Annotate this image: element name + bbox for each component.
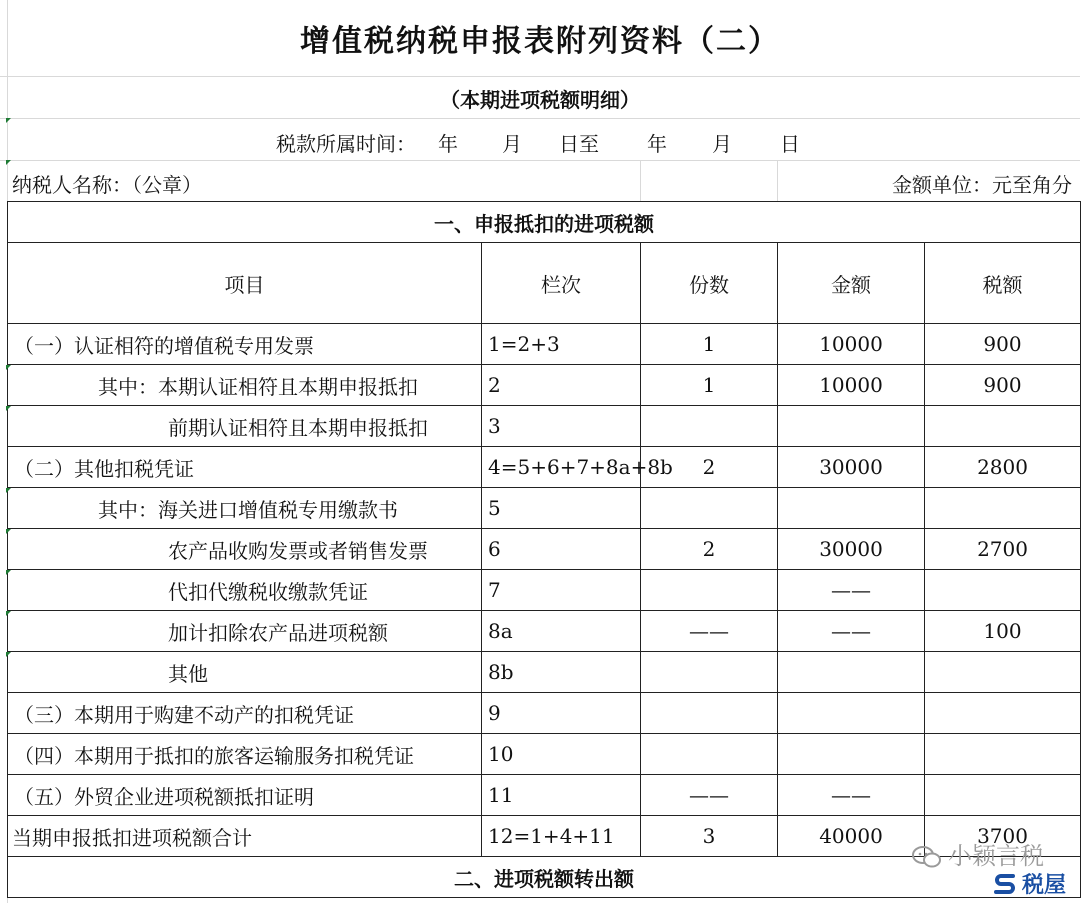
row-line[interactable]: 12=1+4+11 (482, 816, 641, 857)
gridline (640, 160, 641, 201)
row-count[interactable]: 1 (641, 365, 778, 406)
table-row (8, 406, 1081, 447)
table-row (8, 529, 1081, 570)
tax-period-row (0, 118, 1080, 160)
row-line[interactable]: 3 (482, 406, 641, 447)
cell-corner-mark (6, 488, 11, 493)
period-year-end: 年 (647, 132, 667, 156)
cell-corner-mark (6, 118, 11, 123)
row-count[interactable] (641, 406, 778, 447)
row-line[interactable]: 4=5+6+7+8a+8b (482, 447, 641, 488)
cell-corner-mark (6, 365, 11, 370)
row-amount[interactable]: 10000 (778, 365, 925, 406)
row-amount[interactable]: 40000 (778, 816, 925, 857)
row-item[interactable]: 当期申报抵扣进项税额合计 (8, 816, 482, 857)
table-row (8, 447, 1081, 488)
header-line[interactable]: 栏次 (482, 243, 641, 324)
table-row (8, 324, 1081, 365)
row-item[interactable]: （二）其他扣税凭证 (8, 447, 482, 488)
page-subtitle: （本期进项税额明细） (440, 87, 640, 112)
cell-corner-mark (6, 529, 11, 534)
logo-text: 税屋 (1021, 873, 1066, 898)
gridline (0, 76, 1080, 77)
row-item[interactable]: （三）本期用于购建不动产的扣税凭证 (8, 693, 482, 734)
watermark (912, 836, 1044, 871)
cell-corner-mark (6, 570, 11, 575)
row-line[interactable]: 2 (482, 365, 641, 406)
row-tax[interactable] (925, 775, 1081, 816)
row-count[interactable]: 3 (641, 816, 778, 857)
cell-corner-mark (6, 611, 11, 616)
amount-unit-label: 金额单位：元至角分 (892, 173, 1072, 197)
table-header-row (8, 243, 1081, 324)
row-count[interactable]: —— (641, 775, 778, 816)
period-month-start: 月 (502, 132, 522, 156)
wechat-icon (912, 846, 942, 868)
cell-corner-mark (6, 652, 11, 657)
gridline (777, 160, 778, 201)
row-item[interactable]: （一）认证相符的增值税专用发票 (8, 324, 482, 365)
period-month-end: 月 (712, 132, 732, 156)
gridline (0, 160, 1080, 161)
table-row (8, 570, 1081, 611)
cell-corner-mark (6, 406, 11, 411)
period-day-to: 日至 (559, 132, 599, 156)
header-tax[interactable]: 税额 (925, 243, 1081, 324)
row-tax[interactable]: 3700 (925, 816, 1081, 857)
row-line[interactable]: 9 (482, 693, 641, 734)
row-amount[interactable]: 30000 (778, 447, 925, 488)
row-item[interactable]: 前期认证相符且本期申报抵扣 (8, 406, 482, 447)
row-item[interactable]: 农产品收购发票或者销售发票 (8, 529, 482, 570)
row-count[interactable] (641, 570, 778, 611)
input-tax-table (7, 201, 1081, 898)
row-item[interactable]: （四）本期用于抵扣的旅客运输服务扣税凭证 (8, 734, 482, 775)
row-amount[interactable]: 30000 (778, 529, 925, 570)
table-row (8, 365, 1081, 406)
row-count[interactable]: 1 (641, 324, 778, 365)
row-count[interactable] (641, 488, 778, 529)
row-amount[interactable]: 10000 (778, 324, 925, 365)
row-item[interactable]: 其他 (8, 652, 482, 693)
row-item[interactable]: 其中：本期认证相符且本期申报抵扣 (8, 365, 482, 406)
period-year-start: 年 (438, 132, 458, 156)
row-tax[interactable]: 900 (925, 365, 1081, 406)
row-count[interactable]: 2 (641, 447, 778, 488)
row-line[interactable]: 11 (482, 775, 641, 816)
row-tax[interactable] (925, 406, 1081, 447)
row-count[interactable] (641, 693, 778, 734)
row-amount[interactable]: —— (778, 570, 925, 611)
row-line[interactable]: 7 (482, 570, 641, 611)
row-count[interactable] (641, 652, 778, 693)
table-row (8, 775, 1081, 816)
cell-corner-mark (6, 160, 11, 165)
logo-icon (992, 871, 1018, 897)
site-logo (992, 868, 1066, 899)
row-line[interactable]: 5 (482, 488, 641, 529)
row-item[interactable]: 代扣代缴税收缴款凭证 (8, 570, 482, 611)
header-amount[interactable]: 金额 (778, 243, 925, 324)
row-item[interactable]: 加计扣除农产品进项税额 (8, 611, 482, 652)
row-tax[interactable] (925, 693, 1081, 734)
row-item[interactable]: 其中：海关进口增值税专用缴款书 (8, 488, 482, 529)
table-row (8, 693, 1081, 734)
row-amount[interactable] (778, 693, 925, 734)
row-amount[interactable]: —— (778, 775, 925, 816)
row-tax[interactable] (925, 570, 1081, 611)
row-line[interactable]: 1=2+3 (482, 324, 641, 365)
section-title[interactable]: 一、申报抵扣的进项税额 (8, 202, 1081, 243)
section-title[interactable]: 二、进项税额转出额 (8, 857, 1081, 898)
table-row (8, 488, 1081, 529)
row-tax[interactable] (925, 652, 1081, 693)
row-amount[interactable] (778, 488, 925, 529)
row-amount[interactable] (778, 734, 925, 775)
row-tax[interactable] (925, 734, 1081, 775)
row-count[interactable] (641, 734, 778, 775)
row-line[interactable]: 8b (482, 652, 641, 693)
table-row (8, 652, 1081, 693)
period-day-end: 日 (780, 132, 800, 156)
table-row (8, 734, 1081, 775)
period-label: 税款所属时间： (276, 132, 416, 156)
table-row (8, 611, 1081, 652)
row-tax[interactable]: 900 (925, 324, 1081, 365)
row-line[interactable]: 10 (482, 734, 641, 775)
row-amount[interactable] (778, 652, 925, 693)
row-count[interactable]: —— (641, 611, 778, 652)
row-tax[interactable]: 2800 (925, 447, 1081, 488)
row-tax[interactable]: 100 (925, 611, 1081, 652)
row-tax[interactable]: 2700 (925, 529, 1081, 570)
row-line[interactable]: 6 (482, 529, 641, 570)
row-count[interactable]: 2 (641, 529, 778, 570)
row-amount[interactable] (778, 406, 925, 447)
watermark-text: 小颖言税 (948, 842, 1044, 870)
taxpayer-name-label: 纳税人名称：（公章） (12, 173, 202, 197)
page-title: 增值税纳税申报表附列资料（二） (300, 24, 780, 59)
row-tax[interactable] (925, 488, 1081, 529)
row-amount[interactable]: —— (778, 611, 925, 652)
row-line[interactable]: 8a (482, 611, 641, 652)
header-item[interactable]: 项目 (8, 243, 482, 324)
row-item[interactable]: （五）外贸企业进项税额抵扣证明 (8, 775, 482, 816)
header-count[interactable]: 份数 (641, 243, 778, 324)
